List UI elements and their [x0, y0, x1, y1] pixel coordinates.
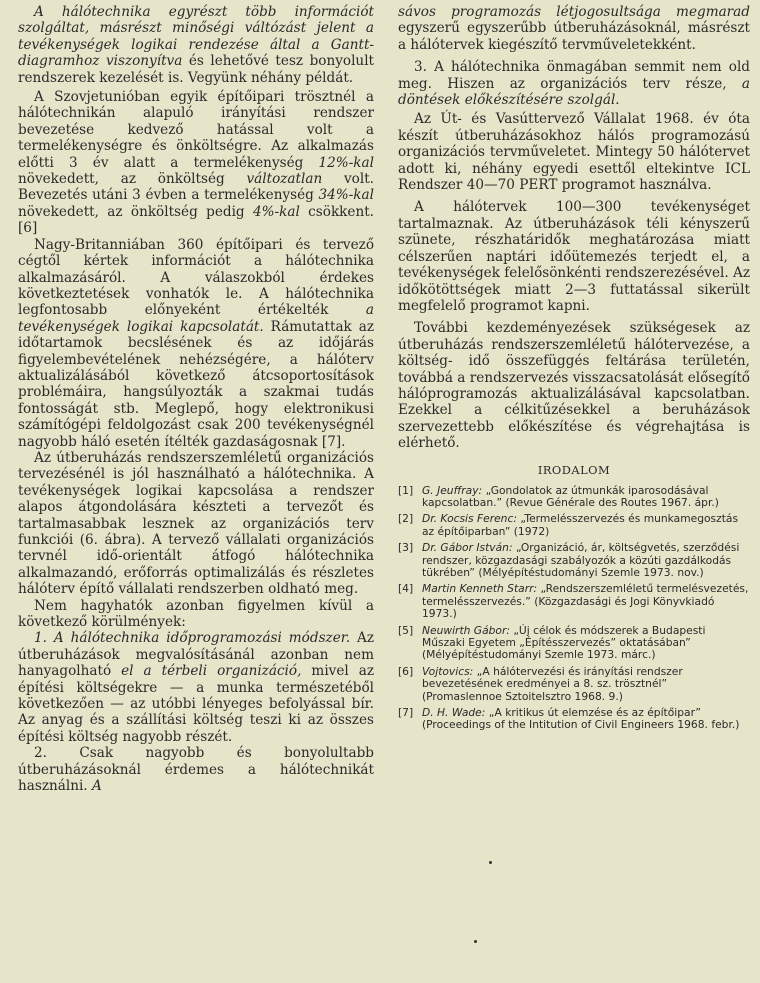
reference-text	[422, 583, 750, 620]
reference-number: [2]	[398, 512, 414, 526]
reference-text	[422, 625, 750, 662]
text-run: „Új célok és módszerek a Budapesti Műszaki Egyetem „Építésszervezés” oktatásában” (Mélyépítéstudományi Szemle 1973. márc.)	[422, 623, 706, 662]
emphasized-text: 12%-kal	[318, 154, 374, 171]
emphasized-text: A hálótechnika egyrészt több információt szolgáltat, másrészt minőségi váltózást jelent a tevékenységek logikai rendezése által a Gantt-diagramhoz viszonyítva	[18, 4, 374, 70]
text-run: További kezdeményezések szükségesek az útberuházás rendszerszemléletű hálótervezése, a költség- idő összefüggés feltárása területén, továbbá a rendszervezés visszacsatolását elősegítő hálóprogramozás aktualizálásával kapcsolatban. Ezekkel a célkitűzésekkel a beruházások szervezettebb előkészítése és végrehajtása is elérhető.	[398, 320, 750, 452]
emphasized-text: a döntések előkészítésére szolgál.	[398, 75, 750, 109]
speck	[474, 940, 477, 943]
text-run: „A kritikus út elemzése és az építőipar” (Proceedings of the Intitution of Civil Engineers 1968. febr.)	[422, 706, 740, 732]
reference-item	[398, 666, 750, 703]
paragraph	[18, 630, 374, 745]
text-run: Az útberuházás rendszerszemléletű organizációs tervezésénél is jól használható a hálótechnika. A tevékenységek logikai kapcsolása a rendszer alapos átgondolására készteti a tervezőt és tartalmasabbak lesznek az organizációs terv funkciói (6. ábra). A tervező vállalati organizációs tervnél idő-orientált átfogó hálótechnika alkalmazandó, erőforrás optimalizálás és részletes hálóterv építő vállalati rendszerben oldható meg.	[18, 449, 374, 598]
right-column	[398, 4, 750, 736]
emphasized-text: sávos programozás létjogosultsága megmarad	[398, 4, 750, 20]
text-run: Nagy-Britanniában 360 építőipari és tervező cégtől kértek információt a hálótechnika alkalmazásáról. A válaszokból érdekes következtetések vonhatók le. A hálótechnika legfontosabb előnyeként értékelték	[18, 236, 374, 319]
emphasized-text: Neuwirth Gábor:	[422, 623, 510, 637]
emphasized-text: 4%-kal	[252, 203, 300, 220]
emphasized-text: változatlan	[246, 171, 323, 188]
text-run: növekedett, az önköltség pedig	[18, 203, 253, 220]
paragraph	[18, 745, 374, 794]
text-run: „Organizáció, ár, költségvetés, szerződési rendszer, közgazdasági szabályozók a közúti gazdálkodás tükrében” (Mélyépítéstudományi Szemle 1973. nov.)	[422, 541, 740, 579]
paragraph	[18, 237, 374, 450]
speck	[489, 861, 492, 864]
emphasized-text: 34%-kal	[318, 187, 374, 204]
emphasized-text: Martin Kenneth Starr:	[422, 582, 538, 596]
text-run: egyszerű egyszerűbb útberuházásoknál, másrészt a hálótervek kiegészítő tervműveletekként.	[398, 20, 750, 53]
text-run: Nem hagyhatók azonban figyelmen kívül a következő körülmények:	[18, 597, 374, 631]
text-run: mivel az építési költségekre — a munka természetéből következően — az utóbbi lényeges befolyással bír. Az anyag és a szállítási költség teszi ki az összes építési költség nagyobb részét.	[18, 663, 374, 745]
reference-text	[422, 485, 750, 510]
text-run: „A hálótervezési és irányítási rendszer bevezetésének eredményei a 8. sz. trösztnél” (Promaslennoe Sztoitelsztro 1968. 9.)	[422, 664, 683, 703]
paragraph	[398, 111, 750, 193]
text-run: 3. A hálótechnika önmagában semmit nem old meg. Hiszen az organizációs terv része,	[398, 59, 750, 92]
reference-text	[422, 542, 750, 579]
text-run: „Termelésszervezés és munkamegosztás az építőiparban” (1972)	[422, 512, 739, 538]
reference-number: [7]	[398, 706, 414, 720]
reference-text	[422, 707, 750, 732]
emphasized-text: 1. A hálótechnika időprogramozási módszer.	[34, 630, 351, 647]
paragraph	[18, 4, 374, 86]
reference-number: [4]	[398, 582, 414, 596]
text-run: 2. Csak nagyobb és bonyolultabb útberuházásoknál érdemes a hálótechnikát használni.	[18, 745, 374, 795]
emphasized-text: a tevékenységek logikai kapcsolatát.	[18, 302, 374, 335]
references-heading: IRODALOM	[537, 462, 611, 477]
text-run: A Szovjetunióban egyik építőipari trösztnél a hálótechnikán alapuló irányítási rendszer bevezetése kedvező hatással volt a termelékenységre és önköltségre. Az alkalmazás előtti 3 év alatt a termelékenység	[18, 89, 374, 171]
emphasized-text: G. Jeuffray:	[422, 483, 483, 497]
paragraph	[398, 4, 750, 53]
reference-item	[398, 625, 750, 662]
reference-item	[398, 583, 750, 620]
text-run: és lehetővé tesz bonyolult rendszerek kezelését is. Vegyünk néhány példát.	[18, 53, 375, 86]
reference-list	[398, 485, 750, 732]
text-run: „Rendszerszemléletű termelésvezetés, termelésszervezés.” (Közgazdasági és Jogi Könyvkiadó 1973.)	[422, 582, 749, 621]
paragraph	[18, 450, 374, 598]
text-run: Az Út- és Vasúttervező Vállalat 1968. év óta készít útberuházásokhoz hálós programozású organizációs tervműveletet. Mintegy 50 hálótervet adott ki, néhány egyedi esettől eltekintve ICL Rendszer 40—70 PERT programot használva.	[398, 111, 750, 194]
paragraph	[18, 598, 374, 631]
reference-item	[398, 542, 750, 579]
reference-item	[398, 513, 750, 538]
emphasized-text: Vojtovics:	[422, 664, 474, 678]
reference-item	[398, 485, 750, 510]
reference-number: [3]	[398, 541, 414, 555]
left-column	[18, 4, 374, 795]
text-run: Az útberuházások megvalósításánál azonban nem hanyagolható	[18, 630, 374, 680]
reference-number: [1]	[398, 483, 414, 497]
emphasized-text: el a térbeli organizáció,	[121, 663, 302, 680]
text-run: volt. Bevezetés utáni 3 évben a termelékenység	[18, 171, 374, 204]
emphasized-text: A	[91, 778, 102, 795]
reference-text	[422, 513, 750, 538]
paragraph	[18, 89, 374, 237]
text-run: „Gondolatok az útmunkák iparosodásával kapcsolatban.” (Revue Générale des Routes 1967. ápr.)	[422, 483, 719, 509]
emphasized-text: Dr. Gábor István:	[422, 541, 513, 555]
reference-text	[422, 666, 750, 703]
reference-item	[398, 707, 750, 732]
text-run: A hálótervek 100—300 tevékenységet tartalmaznak. Az útberuházások téli kényszerű szünete, részhatáridők meghatározása miatt célszerűen naptári időütemezés terjedt el, a tevékenységek felelősönkénti rendszerezésével. Az időkötöttségek miatt 2—3 futtatással sikerült megfelelő programot kapni.	[398, 199, 751, 314]
reference-number: [5]	[398, 623, 414, 637]
paragraph	[398, 59, 750, 108]
paragraph	[398, 320, 750, 451]
text-run: csökkent. [6]	[18, 203, 374, 237]
emphasized-text: Dr. Kocsis Ferenc:	[422, 512, 517, 526]
text-run: Rámutattak az időtartamok becslésének és az időjárás figyelembevételének nehézségére, a hálóterv aktualizálásából következő átcsoportosítások problémáira, hangsúlyozták a szakmai tudás fontosságát stb. Meglepő, hogy elektronikusi számítógépi feldolgozást csak 200 tevékenységnél nagyobb háló esetén ítélték gazdaságosnak [7].	[18, 318, 374, 450]
emphasized-text: D. H. Wade:	[422, 706, 486, 720]
paragraph	[398, 199, 750, 314]
reference-number: [6]	[398, 664, 414, 678]
text-run: növekedett, az önköltség	[18, 171, 247, 188]
